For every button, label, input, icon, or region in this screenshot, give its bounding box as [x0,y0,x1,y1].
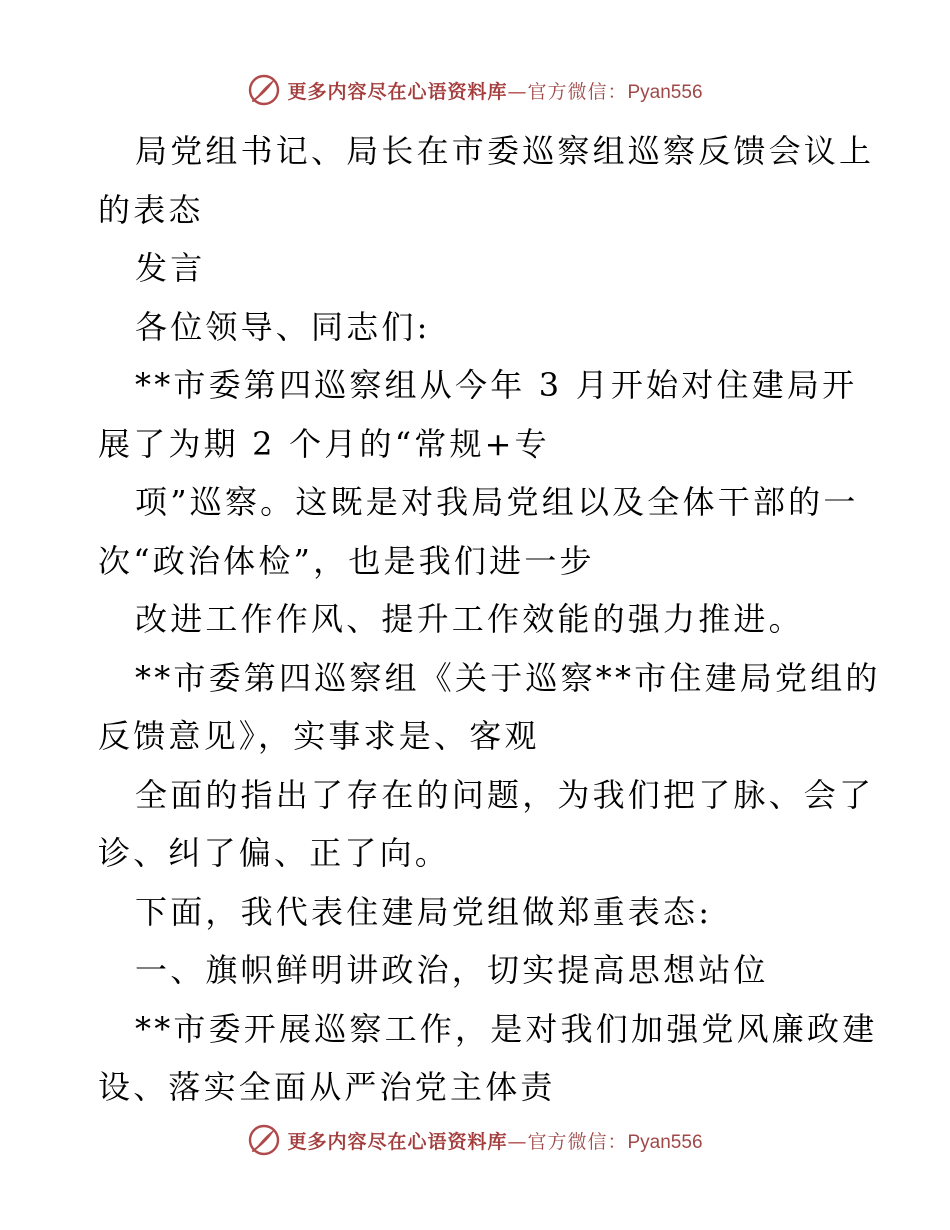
salutation: 各位领导、同志们: [135,307,431,346]
document-body [98,122,881,1117]
body-line: 全面的指出了存在的问题，为我们把了脉、会了 [135,775,875,814]
body-line: **市委第四巡察组《关于巡察**市住建局党组的 [135,658,881,697]
watermark-text [287,1127,702,1154]
title-line: 局党组书记、局长在市委巡察组巡察反馈会议上 [135,132,875,170]
watermark-contact-label: 官方微信： [527,80,628,103]
quill-seal-icon [247,1123,281,1157]
watermark-brand: 更多内容尽在心语资料库 [287,80,508,103]
body-line: 展了为期 2 个月的“常规+专 [98,424,550,463]
header-watermark [0,72,950,108]
watermark-brand: 更多内容尽在心语资料库 [287,1130,508,1153]
watermark-contact-id: Pyan556 [627,81,703,103]
watermark-separator: — [507,80,528,103]
body-line: 诊、纠了偏、正了向。 [98,834,451,872]
body-line: 次“政治体检”，也是我们进一步 [98,541,595,580]
watermark-text [287,77,702,104]
body-line: **市委第四巡察组从今年 3 月开始对住建局开 [135,366,858,404]
body-line: 设、落实全面从严治党主体责 [98,1068,556,1106]
title-line: 发言 [135,249,206,287]
body-line: 项”巡察。这既是对我局党组以及全体干部的一 [135,483,859,521]
quill-seal-icon [247,73,281,107]
body-line: **市委开展巡察工作，是对我们加强党风廉政建 [135,1009,878,1048]
body-line: 改进工作作风、提升工作效能的强力推进。 [135,600,804,638]
section-heading: 一、旗帜鲜明讲政治，切实提高思想站位 [135,951,769,989]
title-line: 的表态 [98,190,204,229]
body-line: 反馈意见》，实事求是、客观 [98,717,540,755]
watermark-contact-label: 官方微信： [527,1130,628,1153]
watermark-separator: — [507,1130,528,1153]
footer-watermark [0,1122,950,1158]
body-line: 下面，我代表住建局党组做郑重表态: [135,892,713,931]
watermark-contact-id: Pyan556 [627,1131,703,1153]
